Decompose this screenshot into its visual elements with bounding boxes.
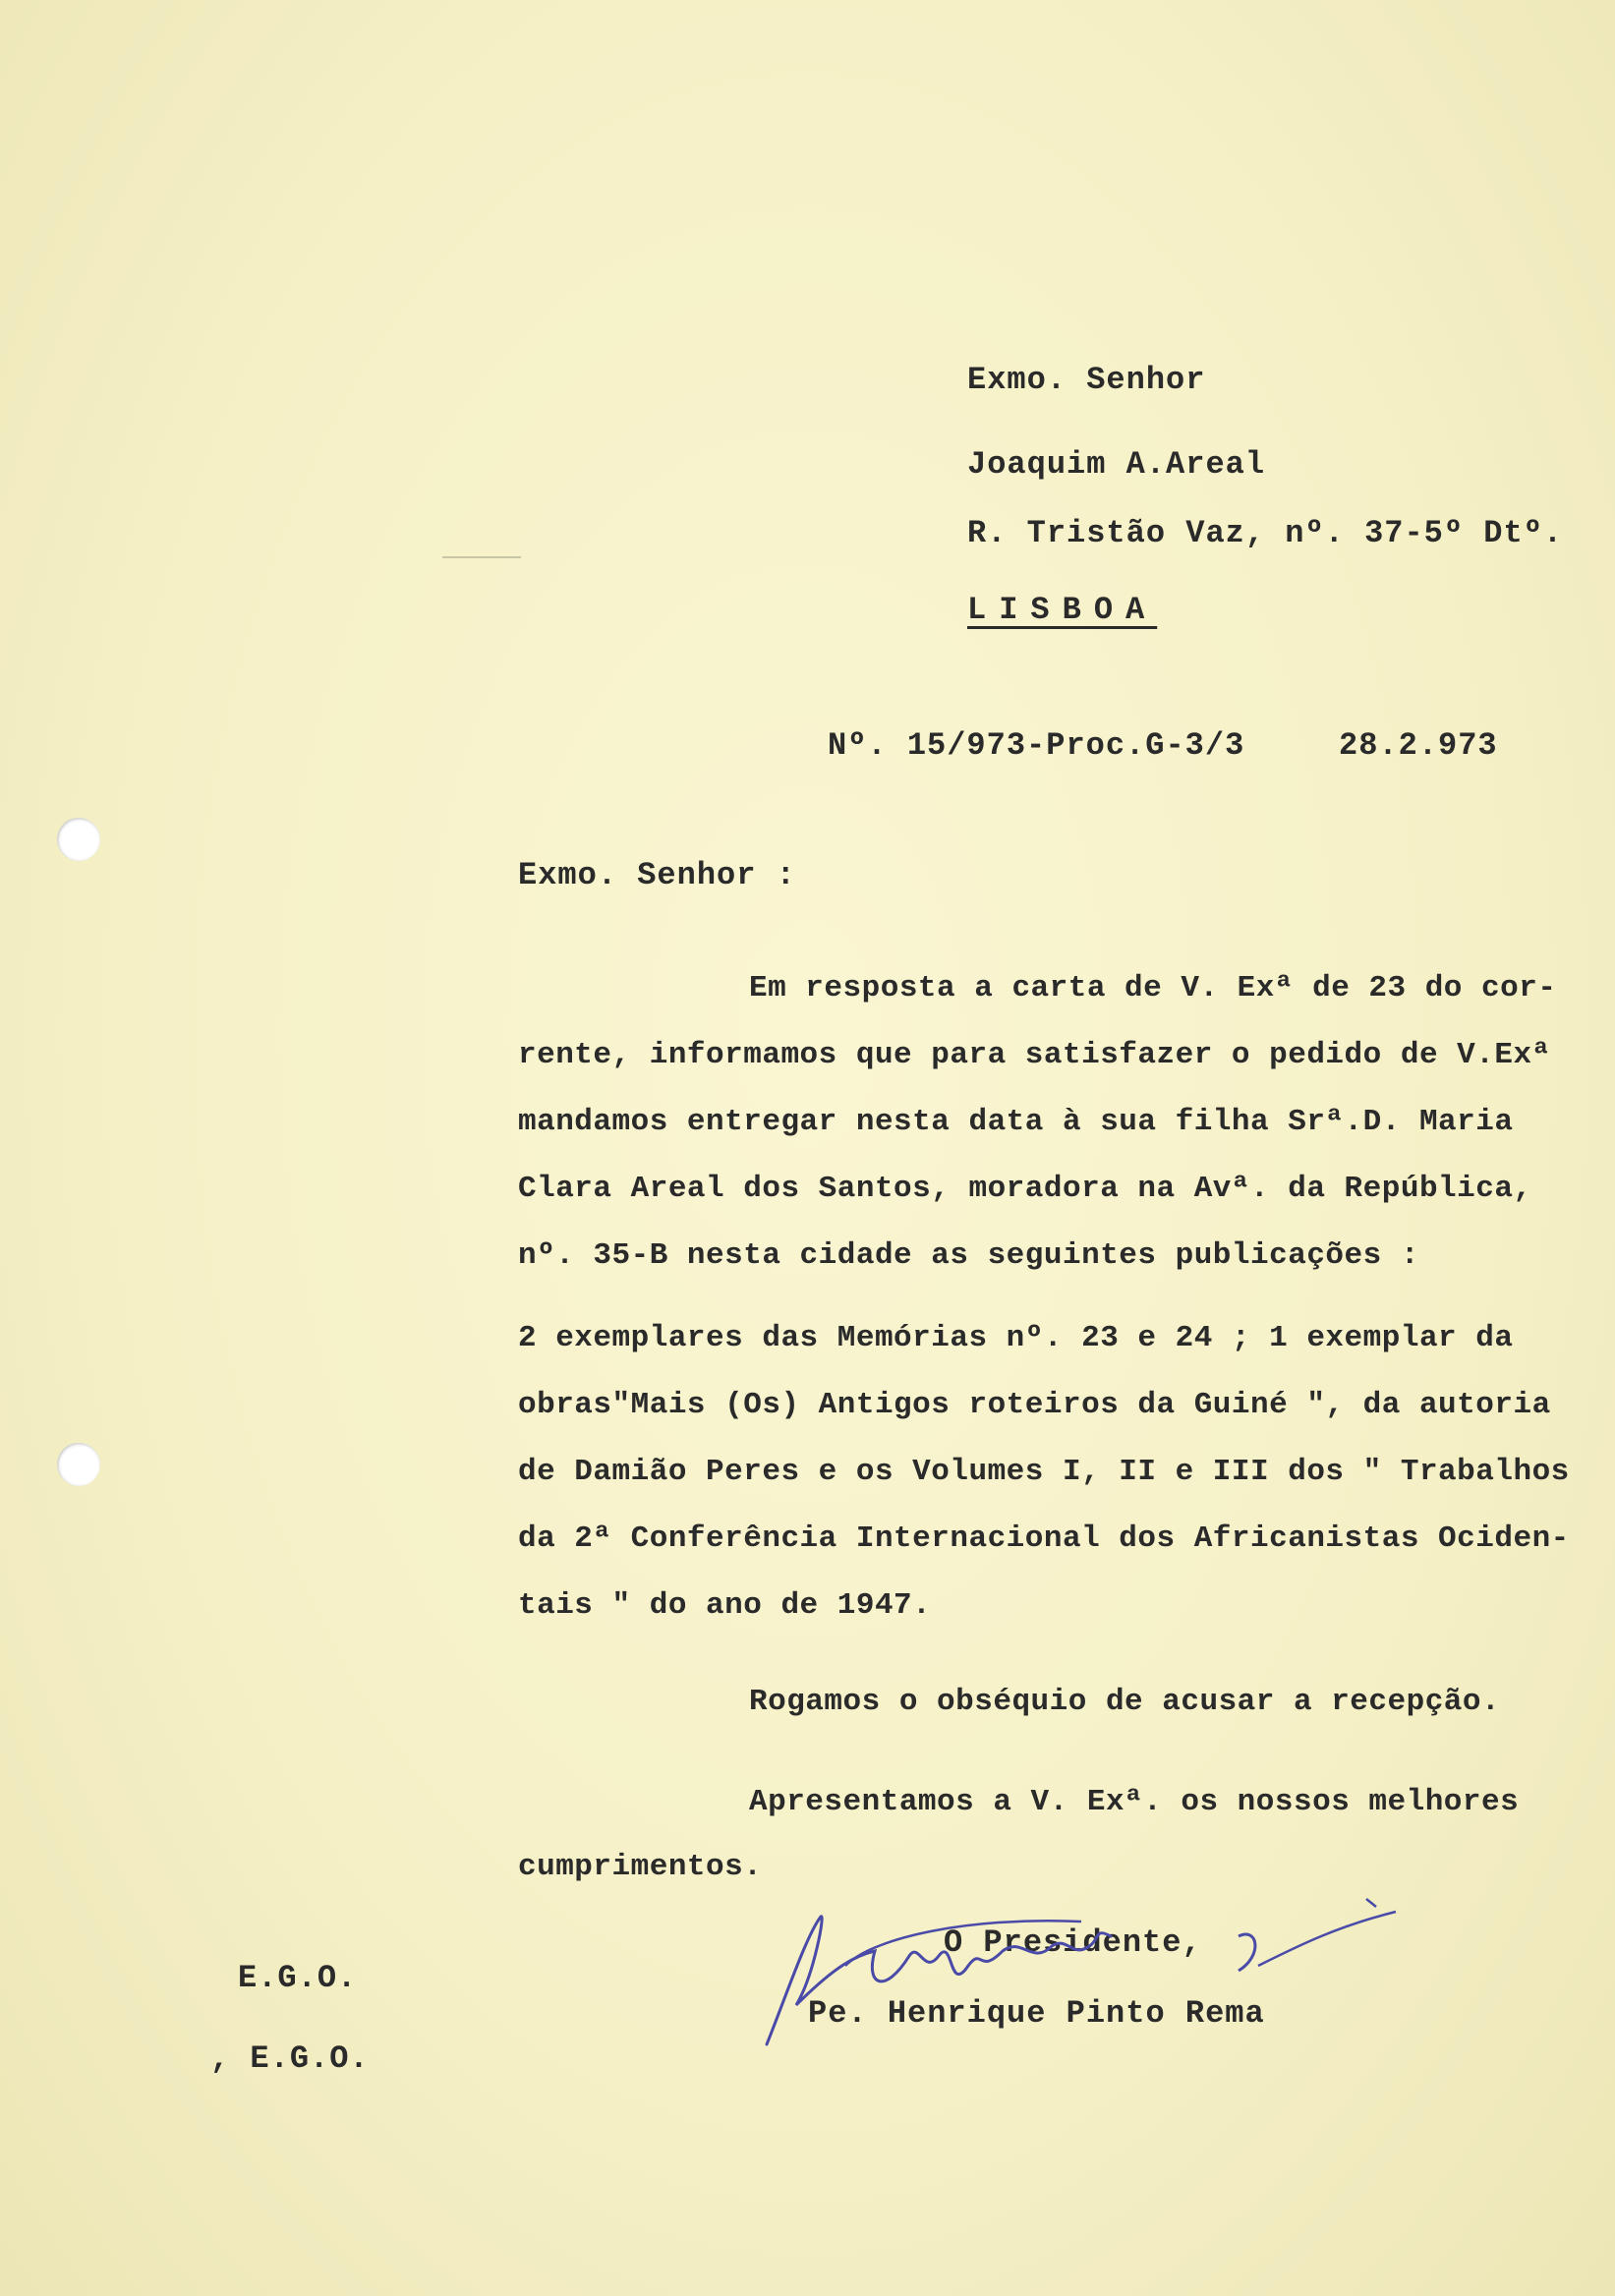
signatory-name: Pe. Henrique Pinto Rema — [808, 1995, 1265, 2032]
body-line: rente, informamos que para satisfazer o pedido de V.Exª — [518, 1038, 1551, 1072]
body-line: Clara Areal dos Santos, moradora na Avª. da República, — [518, 1172, 1532, 1206]
body-line: mandamos entregar nesta data à sua filha Srª.D. Maria — [518, 1105, 1514, 1139]
recipient-name: Joaquim A.Areal — [967, 446, 1266, 483]
body-line: Apresentamos a V. Exª. os nossos melhores — [749, 1785, 1520, 1819]
handwritten-signature — [727, 1897, 1415, 2054]
body-line: de Damião Peres e os Volumes I, II e III dos " Trabalhos — [518, 1455, 1570, 1489]
body-line: tais " do ano de 1947. — [518, 1588, 932, 1623]
letter-date: 28.2.973 — [1339, 727, 1498, 764]
punch-hole-top — [57, 818, 100, 861]
recipient-street: R. Tristão Vaz, nº. 37-5º Dtº. — [967, 515, 1564, 551]
recipient-salutation: Exmo. Senhor — [967, 362, 1206, 398]
reference-number: Nº. 15/973-Proc.G-3/3 — [828, 727, 1245, 764]
greeting: Exmo. Senhor : — [518, 857, 796, 893]
closing-title: O Presidente, — [944, 1924, 1202, 1961]
punch-hole-bottom — [57, 1443, 100, 1486]
copy-marker: , E.G.O. — [210, 2040, 370, 2077]
body-line: Em resposta a carta de V. Exª de 23 do cor- — [749, 971, 1557, 1005]
recipient-city: LISBOA — [967, 592, 1158, 628]
body-line: nº. 35-B nesta cidade as seguintes publicações : — [518, 1238, 1419, 1273]
body-line: Rogamos o obséquio de acusar a recepção. — [749, 1685, 1501, 1719]
body-line: 2 exemplares das Memórias nº. 23 e 24 ; 1 exemplar da — [518, 1321, 1514, 1355]
body-line: cumprimentos. — [518, 1850, 763, 1884]
copy-marker: E.G.O. — [238, 1960, 358, 1996]
body-line: obras"Mais (Os) Antigos roteiros da Guiné ", da autoria — [518, 1388, 1551, 1422]
smudge-mark — [442, 556, 521, 558]
body-line: da 2ª Conferência Internacional dos Africanistas Ociden- — [518, 1521, 1570, 1556]
